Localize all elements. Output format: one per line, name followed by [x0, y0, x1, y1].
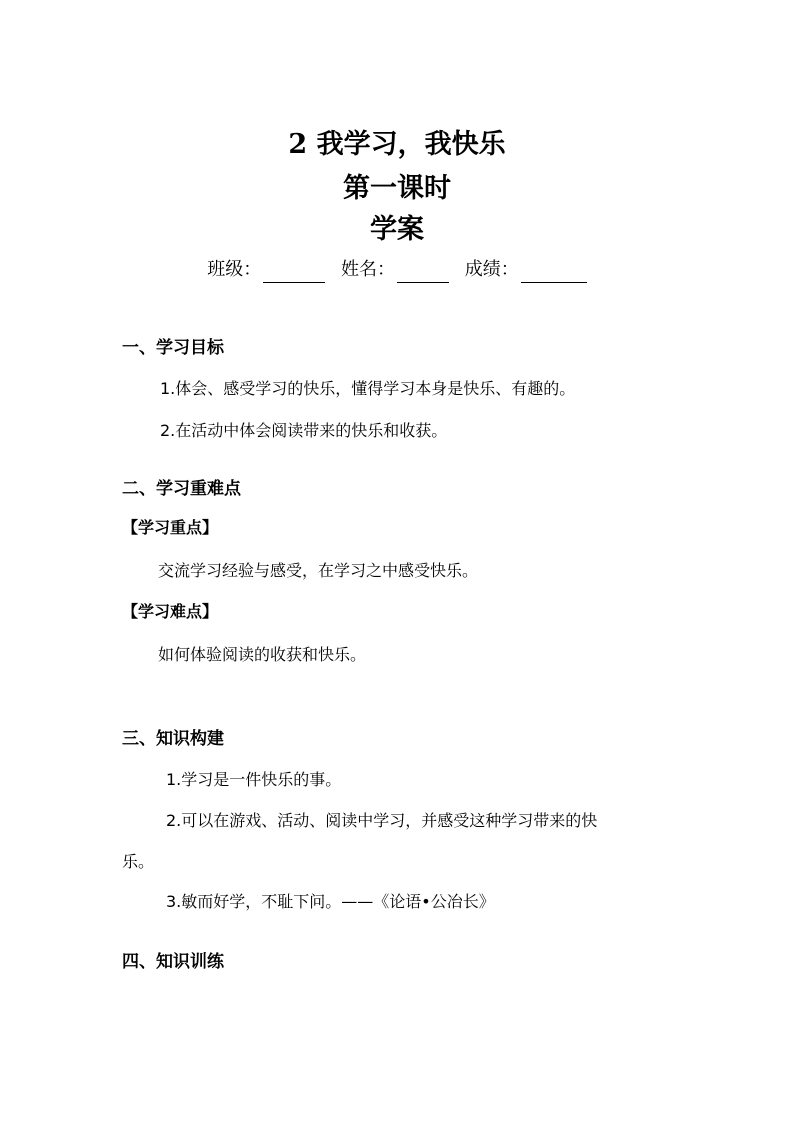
- knowledge-quote: 3.敏而好学，不耻下问。——《论语•公冶长》: [166, 892, 495, 911]
- class-field[interactable]: [263, 262, 325, 283]
- knowledge-item-continued: 乐。: [122, 852, 155, 871]
- class-label: 班级：: [207, 259, 262, 280]
- section-heading-practice: 四、知识训练: [122, 952, 224, 972]
- score-field[interactable]: [521, 262, 587, 283]
- objective-item: 1.体会、感受学习的快乐，懂得学习本身是快乐、有趣的。: [160, 379, 576, 398]
- difficult-point-text: 如何体验阅读的收获和快乐。: [158, 645, 367, 664]
- key-point-text: 交流学习经验与感受，在学习之中感受快乐。: [158, 561, 479, 580]
- section-heading-key-points: 二、学习重难点: [122, 479, 241, 499]
- student-info-line: [0, 257, 794, 283]
- section-heading-objectives: 一、学习目标: [122, 338, 224, 358]
- lesson-title: 2 我学习，我快乐: [288, 129, 506, 160]
- knowledge-item: 2.可以在游戏、活动、阅读中学习，并感受这种学习带来的快: [166, 811, 598, 830]
- objective-item: 2.在活动中体会阅读带来的快乐和收获。: [160, 421, 448, 440]
- document-type: 学案: [370, 214, 424, 245]
- knowledge-item: 1.学习是一件快乐的事。: [166, 770, 342, 789]
- name-field[interactable]: [397, 262, 449, 283]
- lesson-period: 第一课时: [343, 173, 451, 204]
- key-point-label: 【学习重点】: [122, 518, 219, 537]
- score-label: 成绩：: [464, 259, 519, 280]
- section-heading-knowledge: 三、知识构建: [122, 729, 224, 749]
- name-label: 姓名：: [341, 259, 395, 280]
- difficult-point-label: 【学习难点】: [122, 602, 219, 621]
